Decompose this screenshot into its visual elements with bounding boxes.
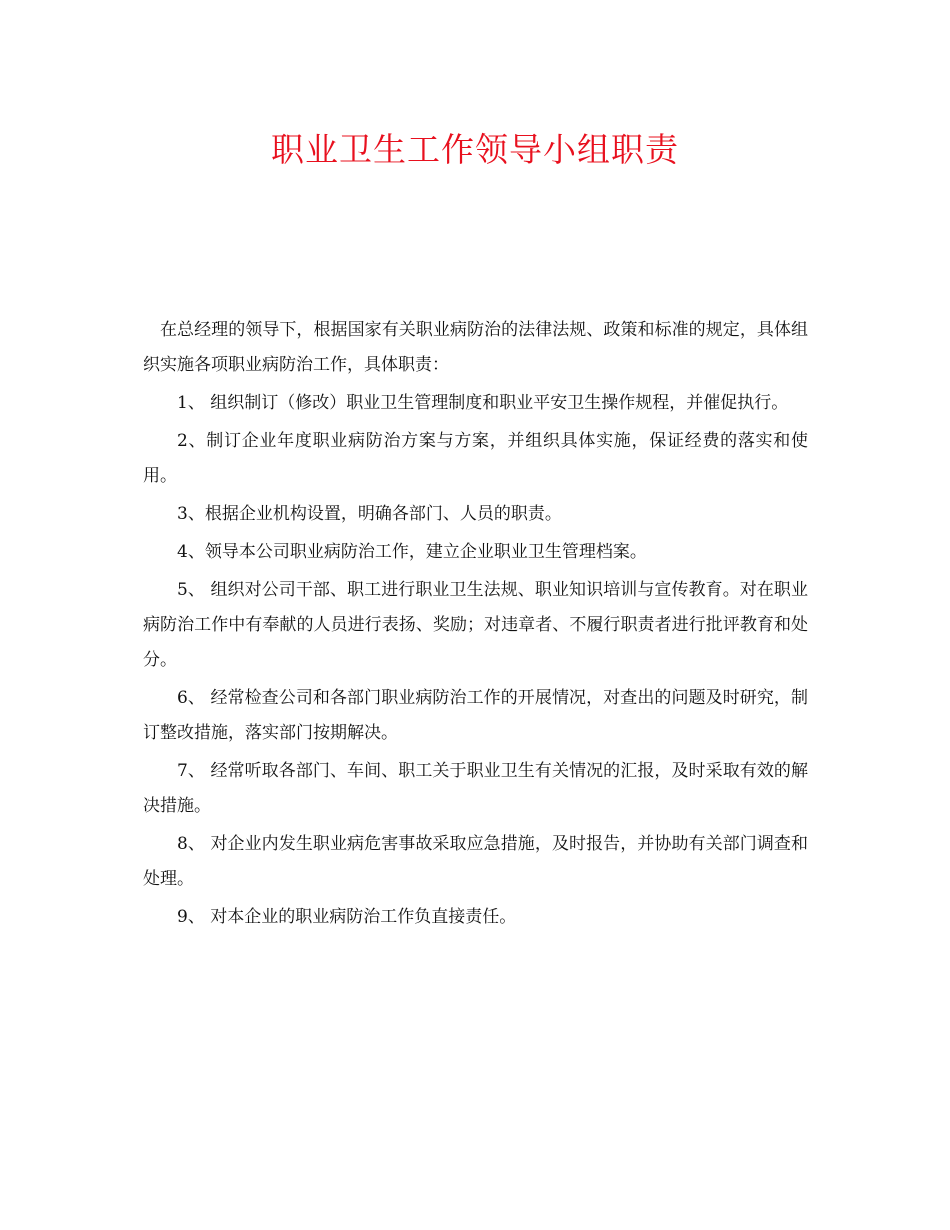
- duty-item-2: 2、制订企业年度职业病防治方案与方案，并组织具体实施，保证经费的落实和使用。: [143, 431, 808, 486]
- document-title: 职业卫生工作领导小组职责: [271, 130, 679, 169]
- duty-item-5: 5、 组织对公司干部、职工进行职业卫生法规、职业知识培训与宣传教育。对在职业病防治工作中有奉献的人员进行表扬、奖励；对违章者、不履行职责者进行批评教育和处分。: [143, 580, 808, 670]
- duty-item-6: 6、 经常检查公司和各部门职业病防治工作的开展情况，对查出的问题及时研究，制订整改措施，落实部门按期解决。: [143, 688, 808, 743]
- duty-item-9: 9、 对本企业的职业病防治工作负直接责任。: [177, 907, 517, 927]
- duty-item-7: 7、 经常听取各部门、车间、职工关于职业卫生有关情况的汇报，及时采取有效的解决措施。: [143, 761, 808, 816]
- document-body: [143, 313, 808, 938]
- duty-item-3: 3、根据企业机构设置，明确各部门、人员的职责。: [177, 504, 562, 524]
- duty-item-4: 4、领导本公司职业病防治工作，建立企业职业卫生管理档案。: [177, 542, 647, 562]
- duty-item-1: 1、 组织制订（修改）职业卫生管理制度和职业平安卫生操作规程，并催促执行。: [177, 393, 789, 413]
- intro-paragraph: 在总经理的领导下，根据国家有关职业病防治的法律法规、政策和标准的规定，具体组织实施各项职业病防治工作，具体职责：: [143, 320, 808, 375]
- duty-item-8: 8、 对企业内发生职业病危害事故采取应急措施，及时报告，并协助有关部门调查和处理。: [143, 834, 808, 889]
